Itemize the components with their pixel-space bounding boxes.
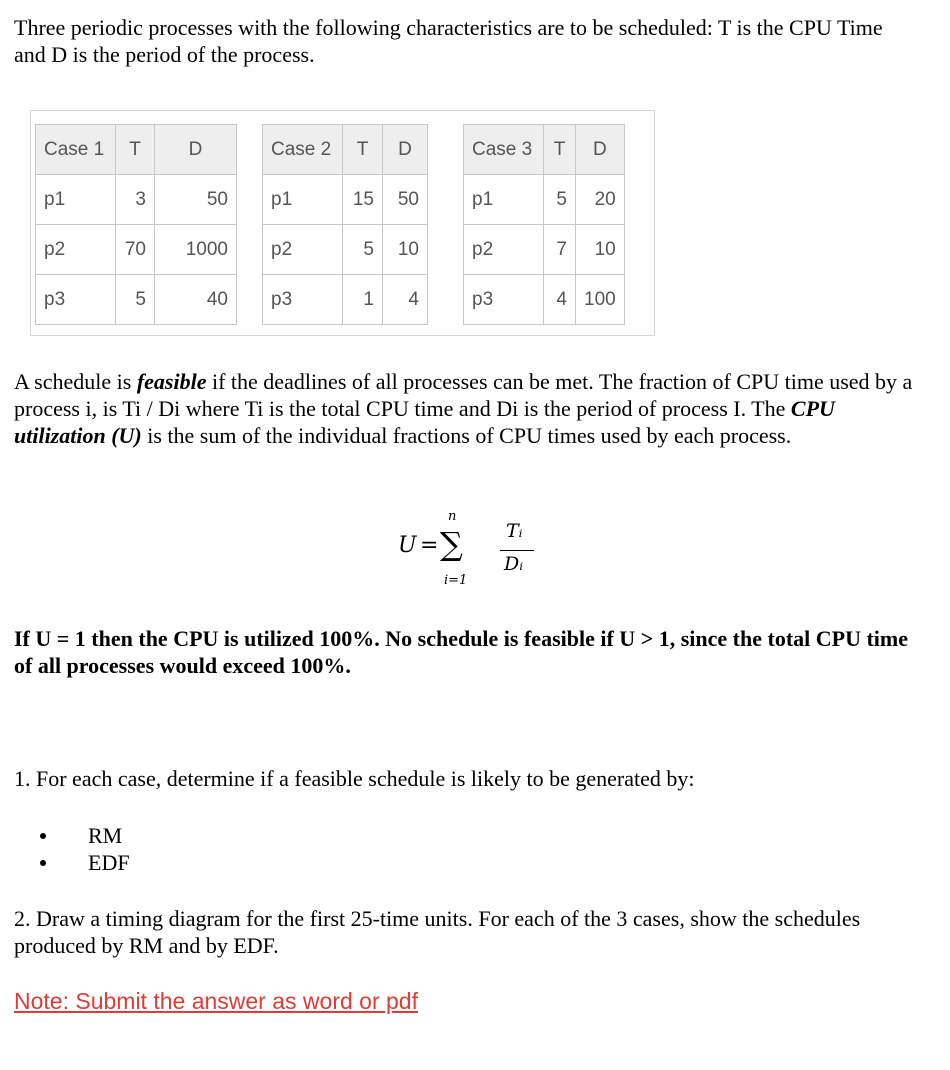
bullet-icon <box>40 833 46 839</box>
utilization-note: If U = 1 then the CPU is utilized 100%. No schedule is feasible if U > 1, since the total CPU time of all processes would exceed 100%. <box>14 626 908 678</box>
sum-lower-limit: i=1 <box>444 573 468 588</box>
case-2-table <box>262 124 428 325</box>
header-d: D <box>576 125 625 175</box>
process-cell: p3 <box>263 275 343 325</box>
list-item <box>40 849 130 876</box>
d-cell: 50 <box>383 175 428 225</box>
algorithm-list <box>40 822 130 876</box>
t-cell: 5 <box>544 175 576 225</box>
formula-equals: = <box>420 533 439 558</box>
d-cell: 100 <box>576 275 625 325</box>
table-row <box>464 225 625 275</box>
fraction-numerator: Tᵢ <box>506 520 523 542</box>
bullet-icon <box>40 860 46 866</box>
table-row <box>263 225 428 275</box>
table-row <box>464 275 625 325</box>
term-feasible: feasible <box>136 369 207 394</box>
list-item-label: RM <box>88 823 123 848</box>
utilization-formula <box>398 509 558 591</box>
process-cell: p2 <box>36 225 116 275</box>
t-cell: 7 <box>544 225 576 275</box>
header-case: Case 1 <box>36 125 116 175</box>
d-cell: 20 <box>576 175 625 225</box>
header-case: Case 3 <box>464 125 544 175</box>
case-1-table <box>35 124 237 325</box>
d-cell: 40 <box>155 275 237 325</box>
process-cell: p1 <box>263 175 343 225</box>
table-header-row <box>464 125 625 175</box>
sum-upper-limit: n <box>448 509 457 524</box>
header-t: T <box>343 125 383 175</box>
process-cell: p2 <box>263 225 343 275</box>
t-cell: 5 <box>343 225 383 275</box>
definition-paragraph <box>14 368 914 449</box>
table-row <box>36 175 237 225</box>
table-row <box>464 175 625 225</box>
question-1: 1. For each case, determine if a feasible schedule is likely to be generated by: <box>14 766 695 791</box>
t-cell: 3 <box>116 175 155 225</box>
process-cell: p1 <box>36 175 116 225</box>
formula-lhs: U <box>398 533 417 558</box>
question-2: 2. Draw a timing diagram for the first 25-time units. For each of the 3 cases, show the schedules produced by RM and by EDF. <box>14 906 861 958</box>
d-cell: 1000 <box>155 225 237 275</box>
table-row <box>263 175 428 225</box>
list-item-label: EDF <box>88 850 130 875</box>
process-cell: p3 <box>464 275 544 325</box>
d-cell: 10 <box>576 225 625 275</box>
sigma-symbol: ∑ <box>440 525 463 563</box>
header-d: D <box>155 125 237 175</box>
d-cell: 50 <box>155 175 237 225</box>
t-cell: 5 <box>116 275 155 325</box>
definition-text: if the deadlines of all processes can be met. The fraction of CPU time used by a process i, is Ti / Di where Ti is the total CPU time and Di is the period of process I. The <box>14 369 913 421</box>
cases-table-panel <box>30 110 655 336</box>
case-3-table <box>463 124 625 325</box>
t-cell: 15 <box>343 175 383 225</box>
d-cell: 4 <box>383 275 428 325</box>
process-cell: p1 <box>464 175 544 225</box>
header-t: T <box>116 125 155 175</box>
header-t: T <box>544 125 576 175</box>
table-header-row <box>263 125 428 175</box>
process-cell: p2 <box>464 225 544 275</box>
process-cell: p3 <box>36 275 116 325</box>
list-item <box>40 822 130 849</box>
fraction-denominator: Dᵢ <box>504 553 524 575</box>
definition-text: is the sum of the individual fractions of CPU times used by each process. <box>141 423 792 448</box>
table-row <box>36 275 237 325</box>
definition-text: A schedule is <box>14 369 137 394</box>
header-d: D <box>383 125 428 175</box>
d-cell: 10 <box>383 225 428 275</box>
fraction-bar <box>500 550 534 551</box>
t-cell: 1 <box>343 275 383 325</box>
header-case: Case 2 <box>263 125 343 175</box>
table-row <box>263 275 428 325</box>
t-cell: 70 <box>116 225 155 275</box>
table-header-row <box>36 125 237 175</box>
t-cell: 4 <box>544 275 576 325</box>
intro-paragraph: Three periodic processes with the following characteristics are to be scheduled: T is the CPU Time and D is the period of the process. <box>14 15 883 67</box>
table-row <box>36 225 237 275</box>
term-cpu-utilization: CPU utilization (U) <box>14 396 835 448</box>
submission-note-link[interactable]: Note: Submit the answer as word or pdf <box>14 988 418 1014</box>
